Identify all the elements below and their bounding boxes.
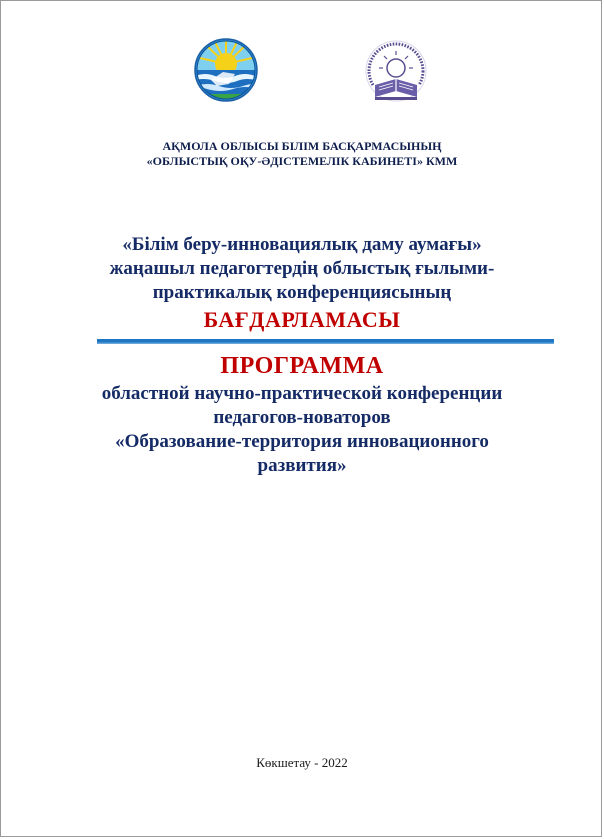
russian-line-2: педагогов-новаторов xyxy=(213,407,391,428)
regional-emblem-icon xyxy=(193,34,259,104)
russian-title: ПРОГРАММА xyxy=(220,353,384,379)
russian-line-3: «Образование-территория инновационного xyxy=(115,431,489,452)
russian-line-1: областной научно-практической конференции xyxy=(101,383,503,404)
footer-place-year: Көкшетау - 2022 xyxy=(256,755,348,770)
divider-rule xyxy=(97,339,554,344)
organization-header xyxy=(1,139,603,169)
kazakh-subtitle xyxy=(1,233,603,305)
kazakh-title: БАҒДАРЛАМАСЫ xyxy=(203,307,401,332)
organization-line-2: «ОБЛЫСТЫҚ ОҚУ-ӘДІСТЕМЕЛІК КАБИНЕТІ» КММ xyxy=(146,154,458,168)
russian-subtitle xyxy=(1,382,603,478)
kazakh-line-1: «Білім беру-инновациялық даму аумағы» xyxy=(122,234,482,255)
kazakh-line-2: жаңашыл педагогтердің облыстық ғылыми- xyxy=(109,258,495,279)
organization-line-1: АҚМОЛА ОБЛЫСЫ БІЛІМ БАСҚАРМАСЫНЫҢ xyxy=(162,139,442,153)
methodical-cabinet-logo-icon xyxy=(357,35,435,109)
kazakh-line-3: практикалық конференциясының xyxy=(152,282,452,303)
russian-line-4: развития» xyxy=(257,455,347,476)
